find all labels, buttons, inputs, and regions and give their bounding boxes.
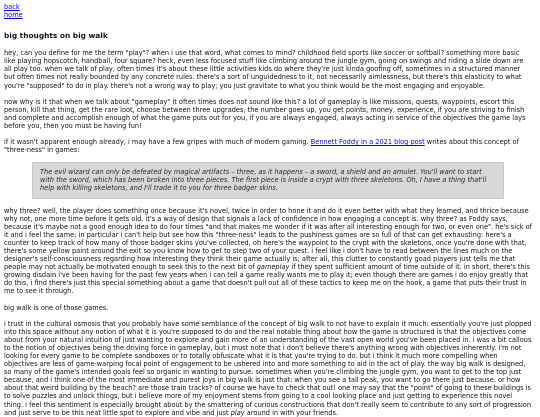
foddy-quote: The evil wizard can only be defeated by magical artifacts – three, as it happens – a sword, a shield and an amulet. You'll want to start with the sword, which has been broken into three pieces. The first piece is inside a crypt with three skeletons. Oh, I have a thing that'll help with killing skeletons, and I'll trade it to you for three badger skins.	[32, 162, 504, 198]
paragraph-osmosis-after: around in with your friends.	[244, 408, 338, 417]
home-link[interactable]: home	[4, 11, 23, 20]
paragraph-why-three-before: why three? well, the player does something once because it's novel, twice in order to hone it and do it even better with what they learned, and thrice because why not, one more time before it gets old. it's a way of design that signals a lack of confidence in how engaging a concept is. why three? as Foddy says, because it's maybe not a good enough idea to do four times "and that makes me wonder if it was after all interesting enough for two, or even one". he's sick of it and i feel the same; in particular i can't help but see how this "three-ness" leads to the pushiness games are so full of that can get exhausting: here's a counter to keep track of how many of those badger skins you've collected, oh here's the waypoint to the crypt with the skeletons, once you're done with that, there's some yellow paint around the exit so you know how to get to step two of your quest. i feel like i don't have to read between the lines much on the designer's self-consciousness regarding how interesting they think their game actually is; after all, this clutter to constantly goad players just tells me that people may not actually be motivated enough to seek this to the next bit of	[4, 206, 532, 272]
foddy-blog-link[interactable]: Bennett Foddy in a 2021 blog post	[310, 138, 425, 147]
paragraph-why-three	[4, 207, 532, 296]
paragraph-gameplay: now why is it that when we talk about "gameplay" it often times does not sound like this? a lot of gameplay is like missions, quests, waypoints, escort this person, kill that thing, get the rare loot, choose between three upgrades, the number goes up, you get points, money, experience, if you are striving to finish and complete and accomplish enough of what the game puts out for you, if you are always engaged, always acting in service of the objectives the game lays before you, then you must be having fun!	[4, 97, 526, 130]
nav-links	[4, 3, 532, 19]
paragraph-osmosis	[4, 320, 532, 417]
paragraph-why-three-after: if they spent sufficient amount of time outside of it. in short, there's this growing disdain i've been having for the past few years when i can tell a game really wants me to play it; even though there are games i do enjoy greatly that do this, i find there's just this special something about a game that doesn't pull out all of these tactics to keep me on the hook, a game that puts their trust in me to see it through.	[4, 263, 530, 296]
paragraph-osmosis-before: i trust in the cultural osmosis that you probably have some semblance of the concept of big walk to not have to explain it much: essentially you're just plopped into this space without any notion of what it is you're supposed to do and the real notable thing about how the game is structured is that the objectives come about from your natural intuition of just wanting to explore and gain more of an understanding of the vast open world you've been placed in. i was a bit callous to the notion of objectives being the driving force in gameplay, but i must note that i don't believe there's anything wrong with objectives inherently. i'm not looking for every game to be complete sandboxes or to totally obfuscate what it is that you're trying to do. but i think it much more compelling when objectives are less of game-warping focal point of engagement to be ushered into and more something to aid in the act of play. the way big walk is designed, so many of the game's intended goals feel so organic in wanting to pursue. sometimes when you're climbing the jungle gym, you want to get to the top just because, and i think one of the most immediate and purest joys in big walk is just that: when you see a tall peak, you want to go there just because. or how about that weird building by the beach? are those train tracks? of course we have to check that out! one may say that the "point" of going to these buildings is to solve puzzles and unlock things, but i believe more of my enjoyment stems from going to a cool looking place and just getting to experience this novel thing. i feel this sentiment is especially brought about by the smattering of curious constructions that don't really seem to contribute to any sort of progression and just serve to be this neat little spot to explore and vibe and just	[4, 319, 532, 417]
paragraph-big-walk: big walk is one of those games.	[4, 303, 109, 312]
back-link[interactable]: back	[4, 3, 20, 11]
paragraph-intro: hey, can you define for me the term "play"? when i use that word, what comes to mind? childhood field sports like soccer or softball? something more basic like playing hopscotch, handball, four square? heck, even less focused stuff like climbing around the jungle gym, going on swings and riding a slide down are all play too. when we talk of play, often times it's about these little activities kids do where they're just kinda goofing off, sometimes in a structured manner but often times not really bounded by any concrete rules. there's a sort of unguidedness to it, not necessarily aimlessness, but there's this elasticity to what you're "supposed" to do in play. there's not a wrong way to play; you just gravitate to what you think would be the most engaging and enjoyable.	[4, 49, 524, 90]
paragraph-foddy-after: writes about this concept of "three-ness" in games:	[4, 138, 519, 155]
paragraph-osmosis-emphasis: play	[230, 408, 245, 417]
page-title: big thoughts on big walk	[4, 31, 108, 41]
paragraph-why-three-emphasis: gameplay	[256, 263, 290, 272]
paragraph-foddy	[4, 138, 532, 154]
paragraph-foddy-before: if it wasn't apparent enough already, i may have a few gripes with much of modern gaming.	[4, 138, 311, 147]
